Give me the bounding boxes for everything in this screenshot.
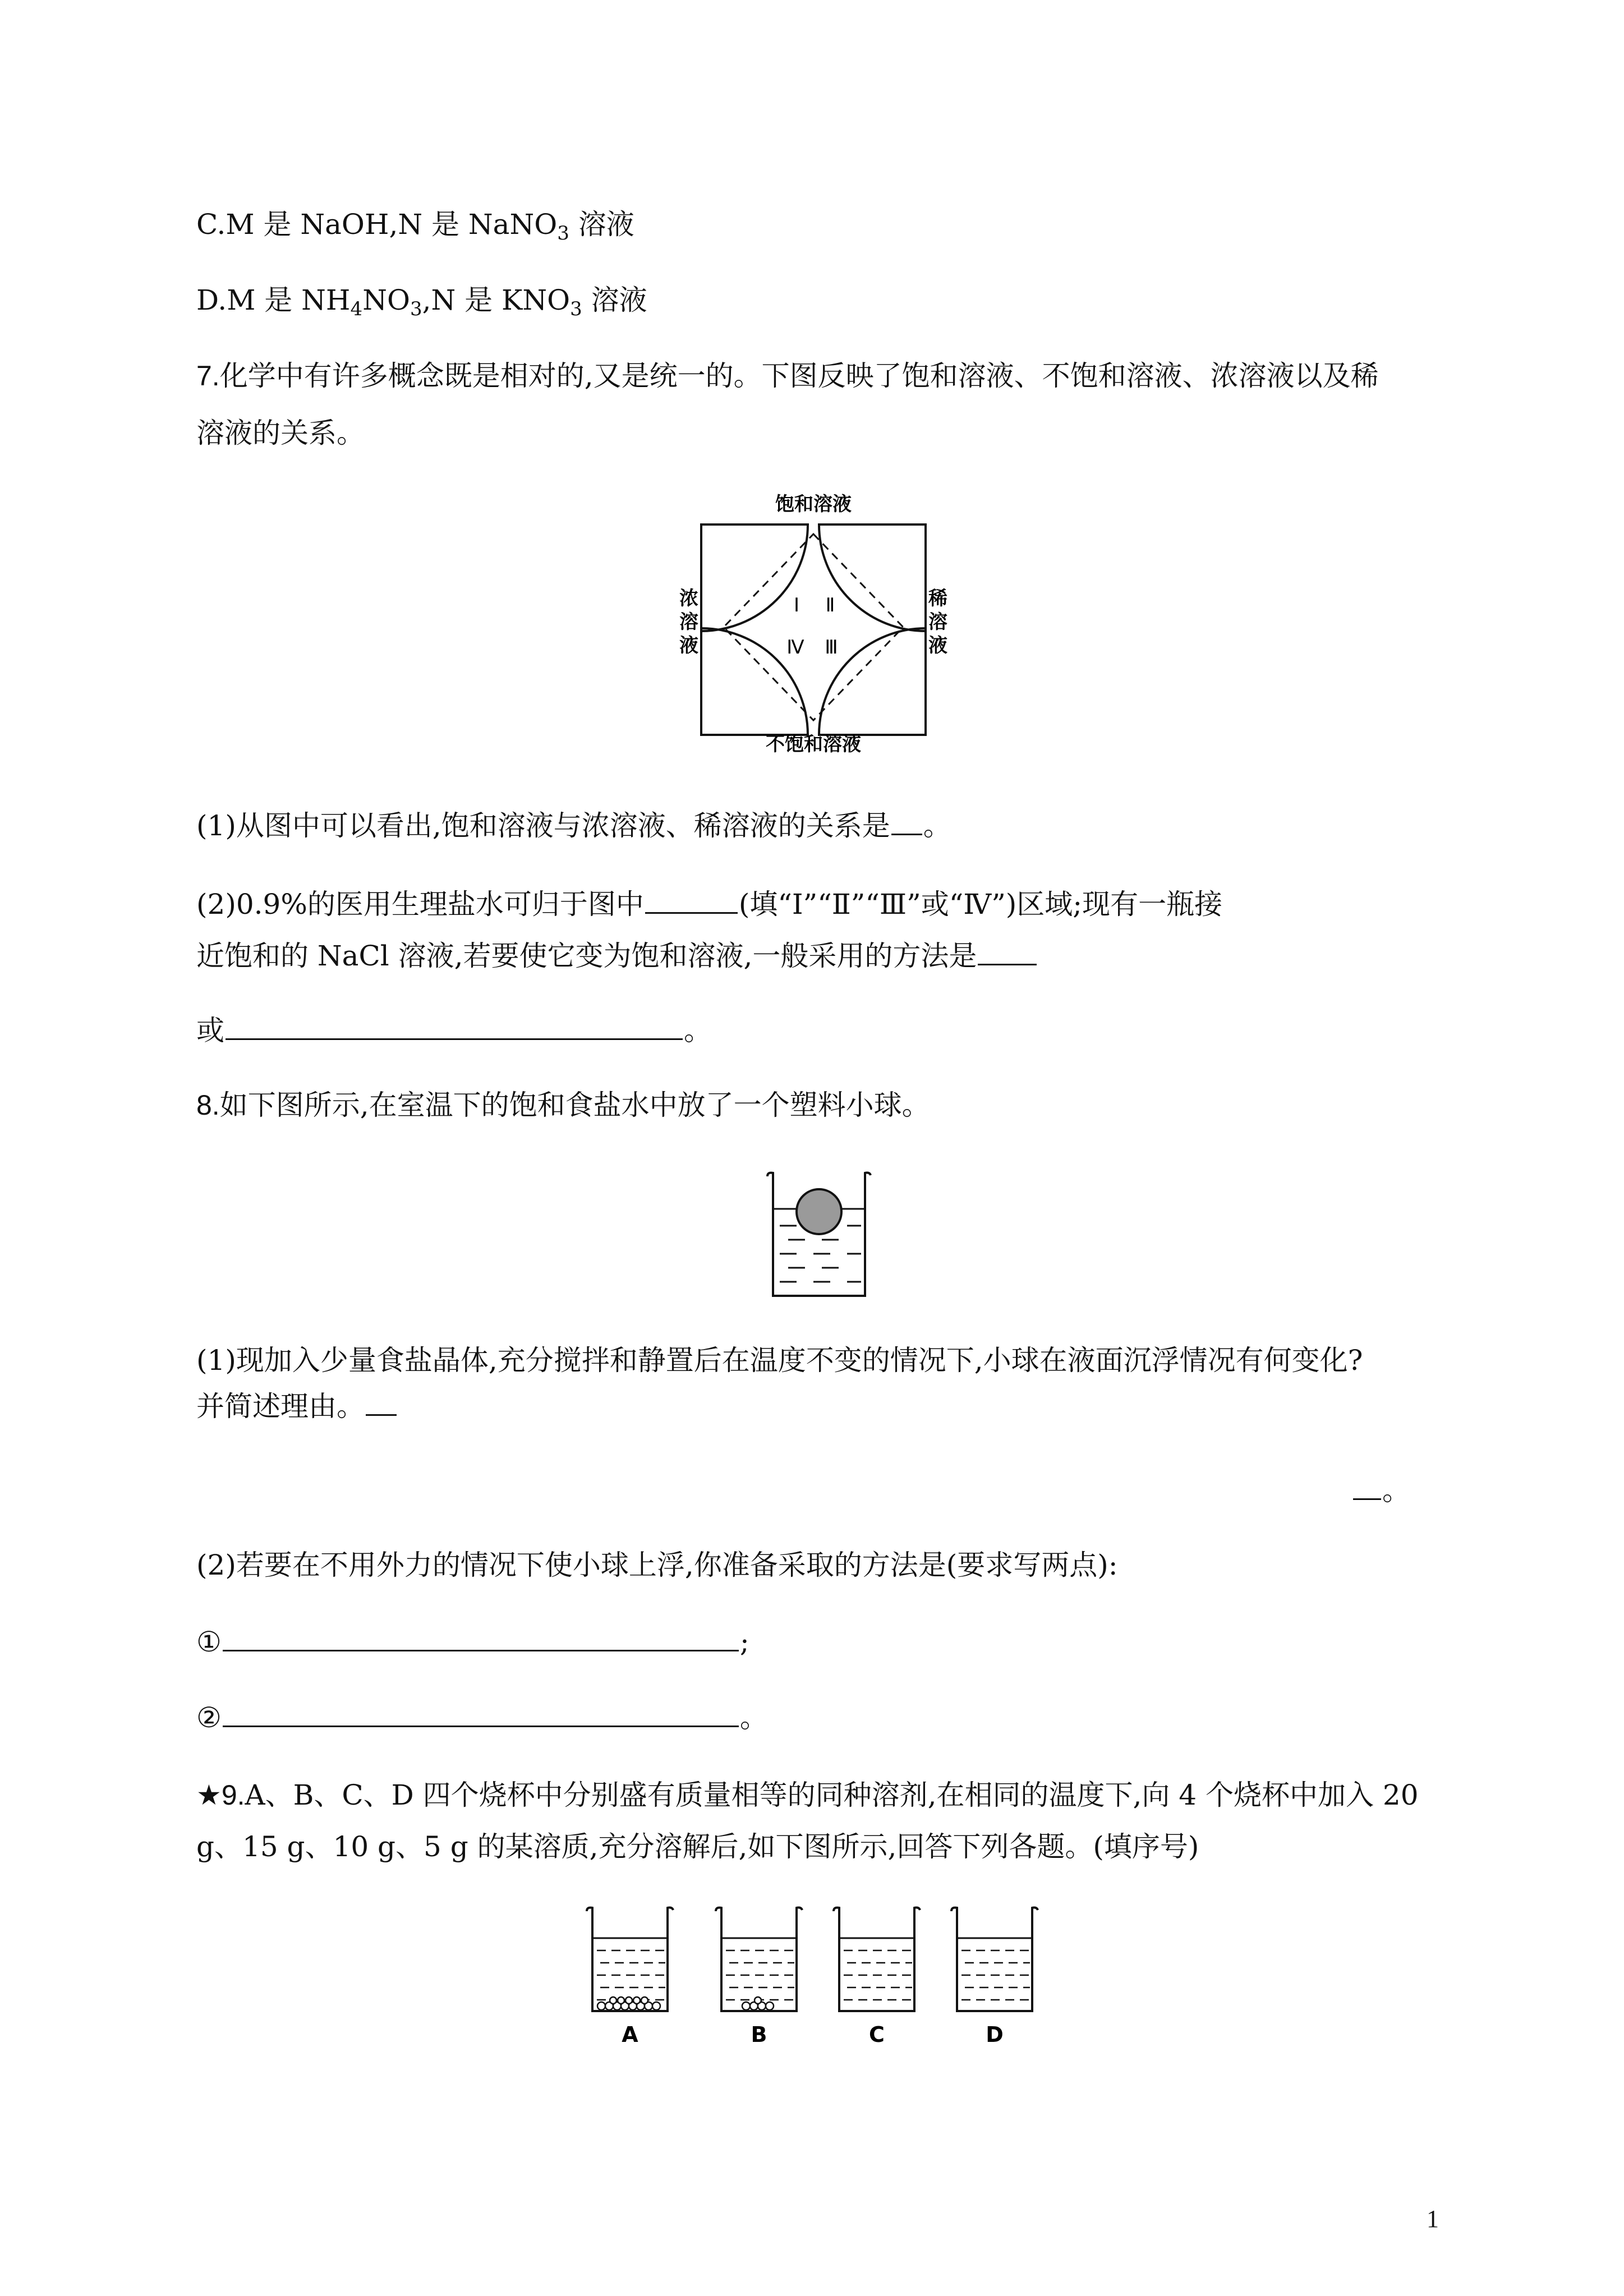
label-concentrated-1: 浓	[679, 587, 698, 610]
answer-label: ②	[196, 1701, 222, 1734]
q9-stem-text: A、B、C、D 四个烧杯中分别盛有质量相等的同种溶剂,在相同的温度下,向 4 个烧杯中加入 20	[245, 1779, 1419, 1811]
beaker-label-c: C	[869, 2022, 885, 2047]
q7-part2-text-3: 近饱和的 NaCl 溶液,若要使它变为饱和溶液,一般采用的方法是	[196, 940, 977, 972]
option-d	[196, 283, 647, 320]
q8-part1-line2	[196, 1388, 398, 1423]
answer-blank[interactable]	[978, 938, 1037, 965]
q9-stem-line1	[196, 1778, 1419, 1812]
answer-blank[interactable]	[366, 1388, 397, 1416]
option-c-text: C.M 是 NaOH,N 是 NaNO	[196, 208, 558, 241]
punctuation: 。	[1382, 1474, 1410, 1507]
option-d-text-2: NO	[362, 284, 410, 316]
q8-answer-1	[196, 1624, 749, 1659]
punctuation: 。	[739, 1701, 768, 1734]
q8-stem-text: 如下图所示,在室温下的饱和食盐水中放了一个塑料小球。	[219, 1089, 930, 1121]
answer-blank[interactable]	[223, 1700, 739, 1727]
label-dilute-1: 稀	[928, 587, 947, 610]
q9-stem-line2	[196, 1830, 1199, 1864]
q8-part2-text: (2)若要在不用外力的情况下使小球上浮,你准备采取的方法是(要求写两点):	[196, 1549, 1118, 1581]
petal-top-right	[819, 524, 926, 631]
answer-blank[interactable]	[891, 808, 922, 835]
question-number: 9.	[221, 1779, 245, 1811]
q7-part2-line2	[196, 938, 1038, 973]
q7-stem-line1	[196, 359, 1379, 393]
answer-blank[interactable]	[223, 1624, 739, 1651]
q8-part1-line1	[196, 1343, 1363, 1377]
subscript: 4	[350, 298, 363, 320]
q7-stem-text: 化学中有许多概念既是相对的,又是统一的。下图反映了饱和溶液、不饱和溶液、浓溶液以及稀	[219, 360, 1379, 392]
q7-part2-text: (2)0.9%的医用生理盐水可归于图中	[196, 888, 644, 921]
answer-blank[interactable]	[226, 1013, 683, 1040]
region-4-label: Ⅳ	[786, 636, 804, 659]
q7-part2-line1	[196, 886, 1222, 921]
q7-part1-text: (1)从图中可以看出,饱和溶液与浓溶液、稀溶液的关系是	[196, 809, 890, 842]
solution-relationship-diagram	[679, 482, 948, 757]
beaker-label-d: D	[986, 2022, 1004, 2047]
answer-blank[interactable]	[1353, 1473, 1381, 1500]
dashed-diamond	[724, 534, 903, 720]
punctuation: ;	[739, 1626, 749, 1658]
four-beakers-diagram	[583, 1904, 1055, 2050]
option-d-text: D.M 是 NH	[196, 284, 351, 316]
subscript: 3	[557, 222, 569, 245]
beaker-c	[834, 1908, 920, 2047]
beaker-with-ball-diagram	[763, 1170, 875, 1299]
q7-part2-or: 或	[196, 1014, 224, 1047]
q8-stem	[196, 1088, 930, 1122]
subscript: 3	[410, 298, 422, 320]
label-concentrated-3: 液	[679, 634, 698, 657]
region-1-label: Ⅰ	[793, 594, 800, 616]
q7-part2-line3	[196, 1013, 712, 1047]
label-concentrated-2: 溶	[679, 611, 698, 633]
beaker-label-a: A	[622, 2022, 638, 2047]
q9-stem-text-2: g、15 g、10 g、5 g 的某溶质,充分溶解后,如下图所示,回答下列各题。(填序号)	[196, 1830, 1199, 1863]
q7-stem-text-2: 溶液的关系。	[196, 417, 365, 449]
beaker-b	[716, 1908, 802, 2047]
petal-top-left	[701, 524, 808, 631]
region-3-label: Ⅲ	[825, 636, 838, 659]
option-d-text-3: ,N 是 KNO	[422, 284, 571, 316]
q7-stem-line2	[196, 416, 365, 450]
q8-part1-end	[1352, 1473, 1410, 1507]
star-icon: ★	[196, 1779, 222, 1811]
answer-label: ①	[196, 1626, 222, 1658]
beaker-a	[587, 1908, 673, 2047]
beaker-d	[951, 1908, 1038, 2047]
punctuation: 。	[923, 809, 951, 842]
q8-part1-text: (1)现加入少量食盐晶体,充分搅拌和静置后在温度不变的情况下,小球在液面沉浮情况有何变化?	[196, 1344, 1363, 1377]
page-number: 1	[1427, 2205, 1439, 2233]
answer-blank[interactable]	[645, 886, 738, 914]
label-dilute-2: 溶	[928, 611, 947, 633]
beaker-label-b: B	[751, 2022, 767, 2047]
subscript: 3	[570, 298, 582, 320]
option-d-suffix: 溶液	[582, 284, 647, 316]
undissolved-solid-b	[742, 1997, 774, 2010]
punctuation: 。	[684, 1014, 712, 1047]
option-c	[196, 208, 634, 245]
label-saturated: 饱和溶液	[775, 493, 852, 516]
label-unsaturated: 不饱和溶液	[766, 733, 861, 756]
question-number: 7.	[196, 360, 220, 392]
q8-part2	[196, 1548, 1118, 1582]
option-c-suffix: 溶液	[569, 208, 634, 241]
plastic-ball	[797, 1189, 841, 1234]
q7-part2-text-2: (填“Ⅰ”“Ⅱ”“Ⅲ”或“Ⅳ”)区域;现有一瓶接	[738, 888, 1223, 921]
region-2-label: Ⅱ	[825, 594, 835, 616]
q7-part1	[196, 808, 951, 843]
q8-part1-text-2: 并简述理由。	[196, 1390, 365, 1423]
question-number: 8.	[196, 1089, 220, 1121]
q8-answer-2	[196, 1700, 768, 1734]
undissolved-solid-a	[597, 1997, 660, 2010]
label-dilute-3: 液	[928, 634, 947, 657]
